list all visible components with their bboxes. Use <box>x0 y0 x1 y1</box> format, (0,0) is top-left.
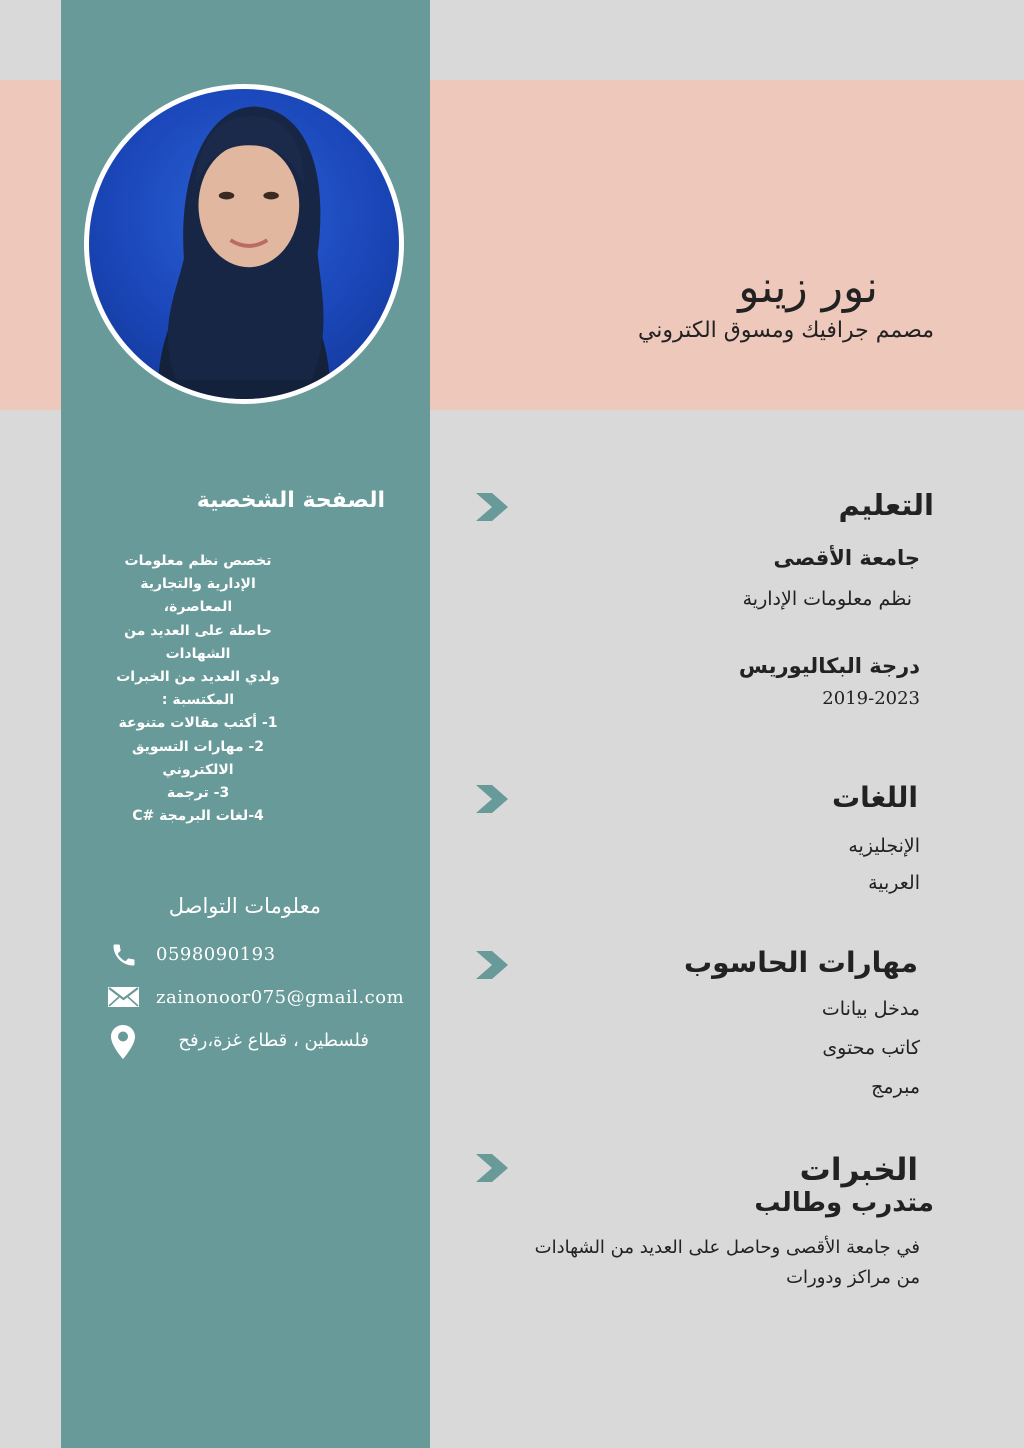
profile-line: 4-لغات البرمجة #C <box>132 808 264 825</box>
job-title: مصمم جرافيك ومسوق الكتروني <box>637 318 934 343</box>
phone-icon <box>110 941 138 969</box>
languages-heading: اللغات <box>832 781 918 814</box>
contact-title: معلومات التواصل <box>168 894 321 918</box>
section-chevron-icon <box>476 785 508 813</box>
profile-line: المعاصرة، <box>163 599 233 616</box>
profile-line: 1- أكتب مقالات متنوعة <box>118 715 278 732</box>
education-university: جامعة الأقصى <box>773 546 920 570</box>
profile-line: الشهادات <box>165 645 231 662</box>
language-item: العربية <box>868 872 920 894</box>
language-item: الإنجليزيه <box>848 835 920 857</box>
education-heading: التعليم <box>838 488 934 522</box>
profile-line: 2- مهارات التسويق <box>131 738 265 755</box>
section-chevron-icon <box>476 493 508 521</box>
section-chevron-icon <box>476 951 508 979</box>
envelope-icon <box>107 986 140 1008</box>
profile-photo <box>84 84 404 404</box>
experience-heading: الخبرات <box>799 1152 918 1188</box>
profile-line: تخصص نظم معلومات <box>124 553 272 569</box>
education-degree: درجة البكاليوريس <box>738 654 920 678</box>
portrait-image <box>89 89 399 399</box>
experience-line: من مراكز ودورات <box>786 1267 920 1288</box>
experience-line: في جامعة الأقصى وحاصل على العديد من الشهادات <box>534 1237 920 1258</box>
computer-skills-heading: مهارات الحاسوب <box>684 946 918 979</box>
skill-item: مبرمج <box>871 1076 920 1098</box>
location-pin-icon <box>111 1025 135 1059</box>
profile-line: 3- ترجمة <box>166 785 230 802</box>
email-address[interactable]: zainonoor075@gmail.com <box>156 987 405 1008</box>
profile-summary <box>108 550 288 828</box>
skill-item: مدخل بيانات <box>821 998 920 1020</box>
section-chevron-icon <box>476 1154 508 1182</box>
profile-line: الالكتروني <box>162 761 234 778</box>
address: فلسطين ، قطاع غزة،رفح <box>178 1030 369 1051</box>
education-years: 2019-2023 <box>822 688 920 709</box>
experience-subheading: متدرب وطالب <box>754 1188 934 1218</box>
profile-line: الإدارية والتجارية <box>140 576 256 593</box>
phone-number[interactable]: 0598090193 <box>156 944 276 965</box>
profile-line: المكتسبة : <box>161 692 235 709</box>
profile-line: حاصلة على العديد من <box>124 622 272 639</box>
education-major: نظم معلومات الإدارية <box>742 588 912 610</box>
profile-title: الصفحة الشخصية <box>196 488 385 513</box>
candidate-name: نور زينو <box>738 262 878 313</box>
profile-line: ولدي العديد من الخبرات <box>116 669 280 686</box>
skill-item: كاتب محتوى <box>822 1037 920 1059</box>
